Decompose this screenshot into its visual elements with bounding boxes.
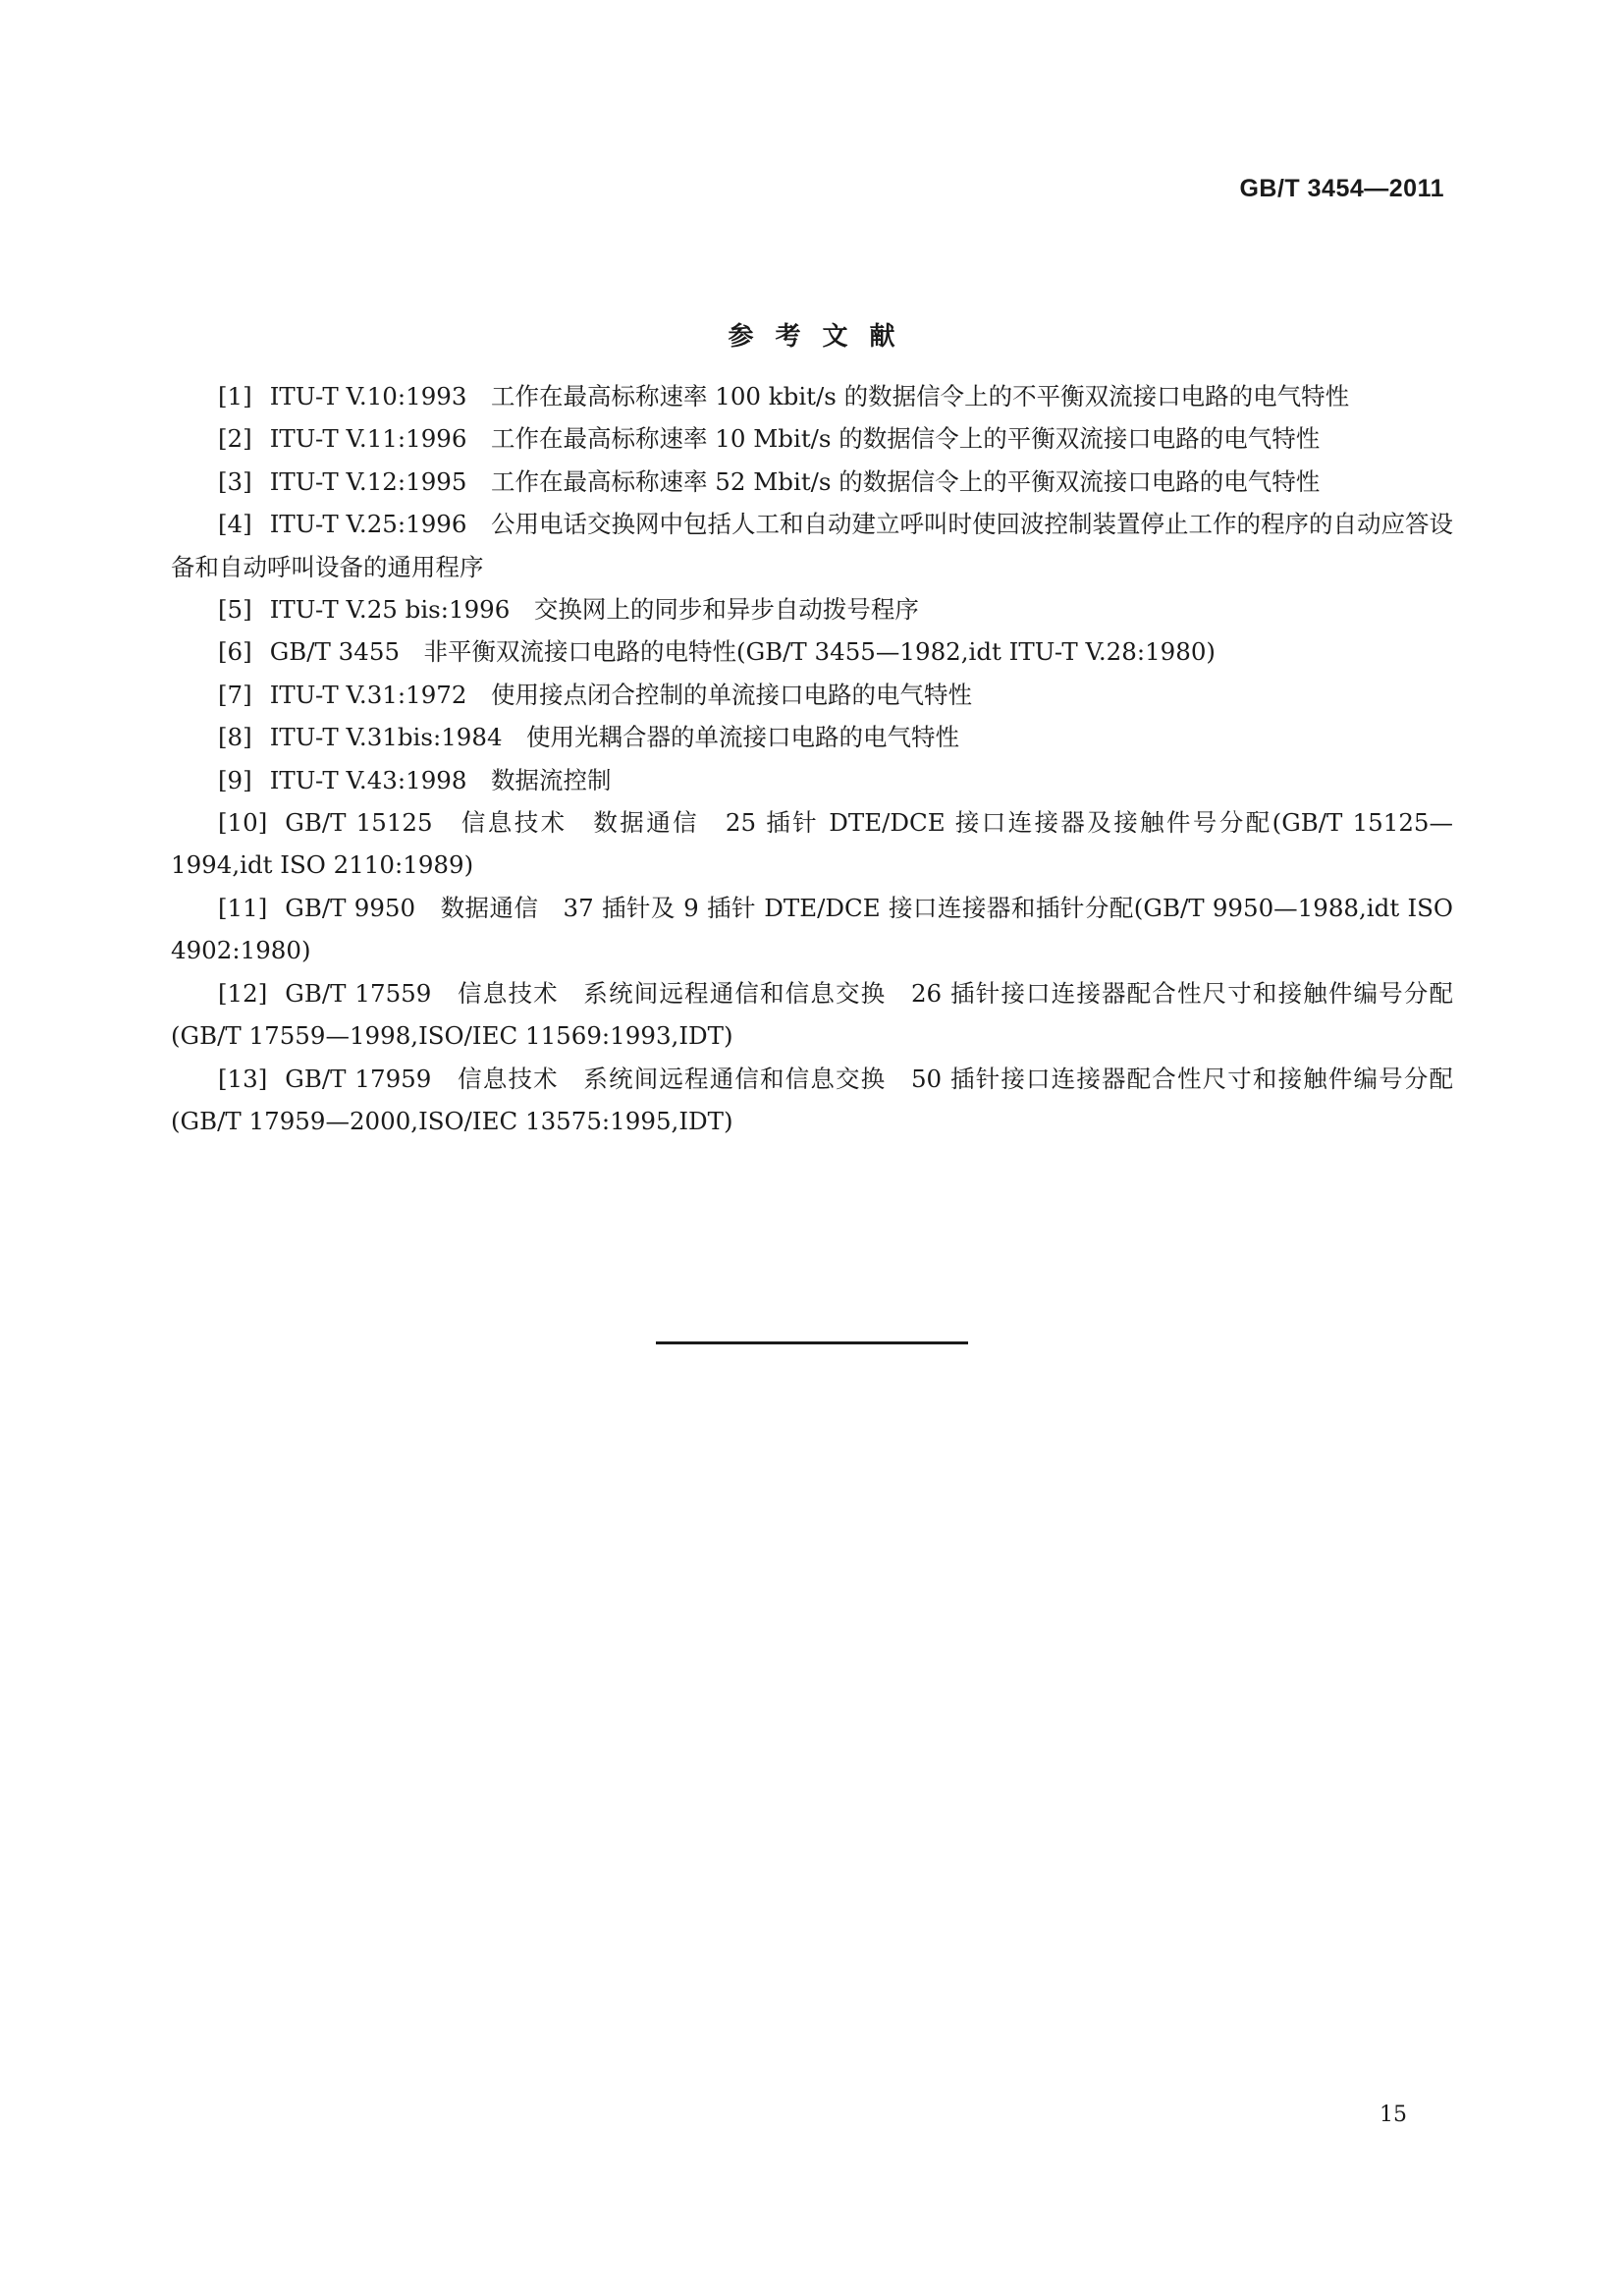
reference-item	[171, 801, 1453, 887]
reference-item	[171, 759, 1453, 801]
reference-text: GB/T 9950 数据通信 37 插针及 9 插针 DTE/DCE 接口连接器和插针分配(GB/T 9950—1988,idt ISO 4902:1980)	[171, 893, 1453, 965]
reference-text: GB/T 3455 非平衡双流接口电路的电特性(GB/T 3455—1982,idt ITU-T V.28:1980)	[269, 637, 1216, 667]
reference-item	[171, 887, 1453, 972]
reference-text: ITU-T V.31:1972 使用接点闭合控制的单流接口电路的电气特性	[269, 680, 972, 709]
reference-text: GB/T 15125 信息技术 数据通信 25 插针 DTE/DCE 接口连接器及接触件号分配(GB/T 15125—1994,idt ISO 2110:1989)	[171, 808, 1453, 880]
reference-number: [12]	[218, 978, 268, 1008]
reference-text: GB/T 17559 信息技术 系统间远程通信和信息交换 26 插针接口连接器配合性尺寸和接触件编号分配(GB/T 17559—1998,ISO/IEC 11569:1993,IDT)	[171, 978, 1453, 1051]
reference-number: [9]	[218, 765, 252, 794]
reference-item	[171, 503, 1453, 588]
reference-number: [6]	[218, 637, 252, 667]
reference-item	[171, 588, 1453, 630]
reference-text: ITU-T V.43:1998 数据流控制	[269, 765, 612, 794]
end-rule-divider	[656, 1341, 968, 1344]
reference-number: [7]	[218, 680, 252, 709]
reference-item	[171, 716, 1453, 758]
reference-text: ITU-T V.31bis:1984 使用光耦合器的单流接口电路的电气特性	[269, 723, 960, 752]
reference-item	[171, 417, 1453, 460]
reference-number: [8]	[218, 723, 252, 752]
reference-item	[171, 972, 1453, 1058]
section-title: 参考文献	[728, 322, 917, 352]
reference-number: [5]	[218, 595, 252, 625]
reference-number: [2]	[218, 424, 252, 454]
reference-text: GB/T 17959 信息技术 系统间远程通信和信息交换 50 插针接口连接器配合性尺寸和接触件编号分配(GB/T 17959—2000,ISO/IEC 13575:1995,IDT)	[171, 1064, 1453, 1135]
reference-text: ITU-T V.12:1995 工作在最高标称速率 52 Mbit/s 的数据信令上的平衡双流接口电路的电气特性	[269, 466, 1321, 496]
reference-item	[171, 630, 1453, 673]
reference-number: [13]	[218, 1064, 268, 1093]
reference-item	[171, 1058, 1453, 1143]
reference-text: ITU-T V.25:1996 公用电话交换网中包括人工和自动建立呼叫时使回波控制装置停止工作的程序的自动应答设备和自动呼叫设备的通用程序	[171, 510, 1453, 581]
reference-number: [3]	[218, 466, 252, 496]
reference-text: ITU-T V.25 bis:1996 交换网上的同步和异步自动拨号程序	[269, 595, 919, 625]
standard-code: GB/T 3454—2011	[1239, 175, 1444, 202]
reference-number: [11]	[218, 893, 268, 922]
reference-number: [1]	[218, 382, 252, 410]
reference-item	[171, 674, 1453, 716]
reference-item	[171, 461, 1453, 503]
reference-number: [10]	[218, 808, 268, 838]
reference-text: ITU-T V.11:1996 工作在最高标称速率 10 Mbit/s 的数据信令上的平衡双流接口电路的电气特性	[269, 424, 1321, 454]
reference-number: [4]	[218, 510, 252, 539]
reference-item	[171, 375, 1453, 417]
reference-text: ITU-T V.10:1993 工作在最高标称速率 100 kbit/s 的数据信令上的不平衡双流接口电路的电气特性	[269, 382, 1350, 410]
reference-list	[171, 375, 1453, 1142]
page-number: 15	[1380, 2103, 1407, 2127]
